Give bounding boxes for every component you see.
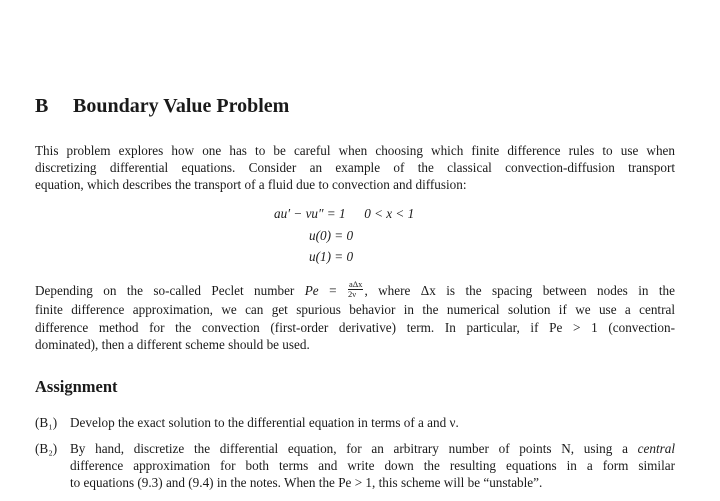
assignment-item-b2 — [35, 440, 675, 495]
assignment-heading: Assignment — [35, 377, 118, 396]
equation-2 — [309, 228, 353, 244]
equation-3-text: u(1) = 0 — [309, 249, 354, 264]
peclet-paragraph — [35, 279, 675, 353]
intro-line: This problem explores how one has to be careful when choosing which finite difference rules to use when — [35, 143, 675, 158]
peclet-text-b: , where Δx is the spacing between nodes in the — [364, 283, 675, 298]
intro-paragraph — [35, 142, 675, 194]
section-heading — [35, 95, 289, 118]
peclet-text-a: Depending on the so-called Peclet number — [35, 283, 305, 298]
item-body — [70, 414, 675, 431]
section-title: Boundary Value Problem — [73, 95, 290, 117]
item-label: (B₁) — [35, 415, 58, 430]
item-line: to equations (9.3) and (9.4) in the notes. When the Pe > 1, this scheme will be “unstable”. — [70, 475, 543, 491]
item-label: (B₂) — [35, 441, 58, 456]
equation-1 — [274, 206, 414, 222]
peclet-equals: = — [318, 283, 347, 298]
peclet-line: difference method for the convection (first-order derivative) term. In particular, if Pe > 1 (convection- — [35, 319, 675, 335]
item-line — [70, 440, 675, 457]
intro-line: equation, which describes the transport of a fluid due to convection and diffusion: — [35, 177, 467, 193]
item-body — [70, 440, 675, 492]
peclet-symbol: Pe — [304, 283, 319, 298]
item-line-text: By hand, discretize the differential equation, for an arbitrary number of points N, using a — [70, 441, 638, 456]
equation-3 — [309, 249, 353, 265]
equation-1-lhs: au′ − νu″ = 1 — [274, 206, 346, 221]
item-line-emphasis: central — [637, 441, 675, 456]
peclet-line-1 — [35, 279, 675, 301]
section-letter: B — [35, 95, 49, 117]
intro-line: discretizing differential equations. Consider an example of the classical convection-diffusion transport — [35, 160, 675, 176]
equation-1-domain: 0 < x < 1 — [364, 206, 415, 221]
item-line: Develop the exact solution to the differential equation in terms of a and ν. — [70, 415, 459, 430]
peclet-line: dominated), then a different scheme should be used. — [35, 336, 310, 352]
peclet-line: finite difference approximation, we can get spurious behavior in the numerical solution if we use a central — [35, 302, 675, 318]
assignment-item-b1 — [35, 414, 675, 432]
item-line: difference approximation for both terms and write down the resulting equations in a form similar — [70, 458, 675, 474]
fraction-numerator: aΔx — [348, 279, 363, 290]
peclet-fraction — [348, 280, 364, 299]
fraction-denominator: 2ν — [347, 289, 357, 300]
equation-2-text: u(0) = 0 — [309, 228, 354, 243]
